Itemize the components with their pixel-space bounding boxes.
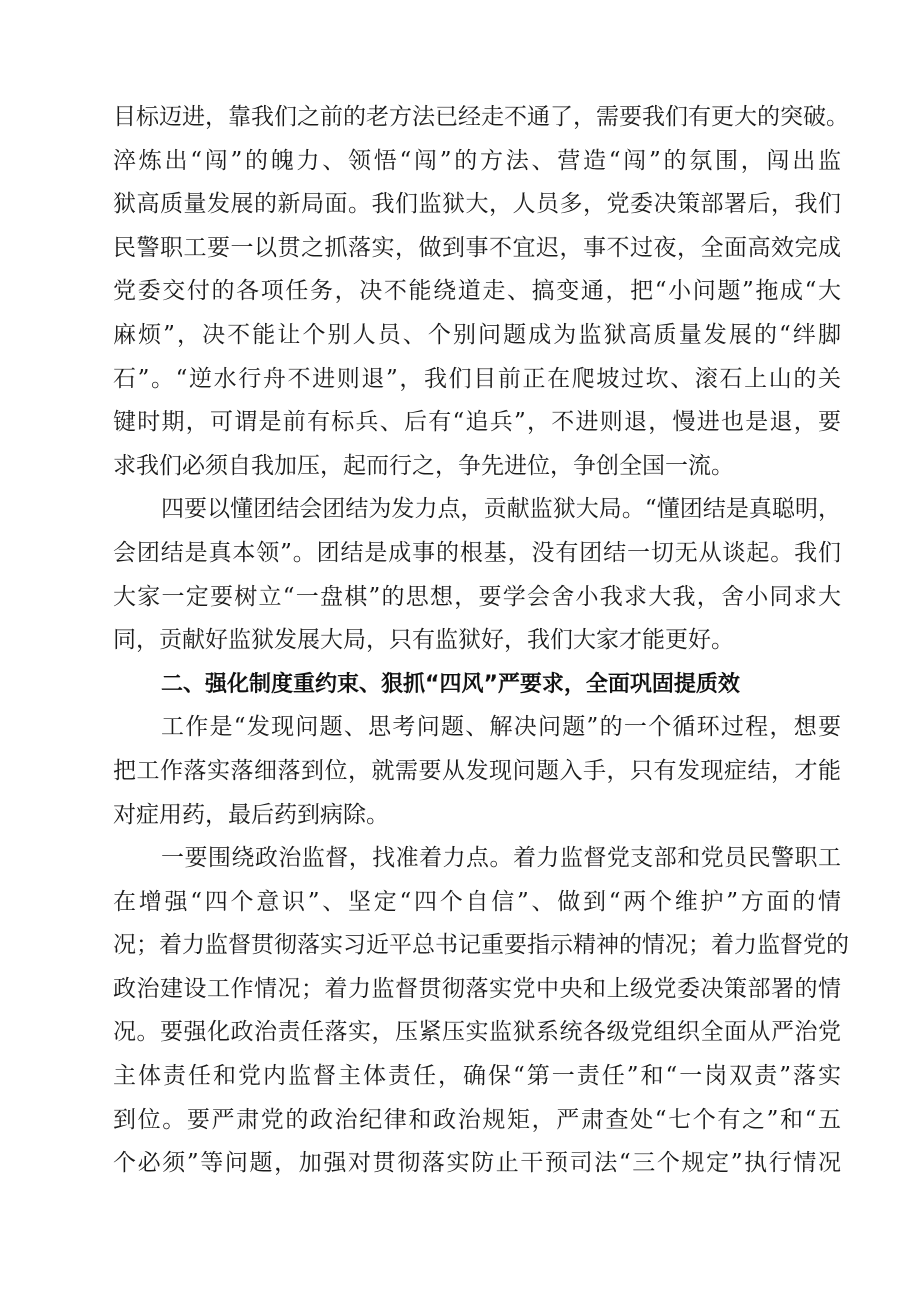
text-line: 键时期，可谓是前有标兵、后有“追兵”，不进则退，慢进也是退，要 xyxy=(113,409,841,436)
text-line: 个必须”等问题，加强对贯彻落实防止干预司法“三个规定”执行情况 xyxy=(113,1150,841,1177)
text-line: 狱高质量发展的新局面。我们监狱大，人员多，党委决策部署后，我们 xyxy=(113,191,841,218)
text-line: 求我们必须自我加压，起而行之，争先进位，争创全国一流。 xyxy=(113,452,734,479)
text-line: 大家一定要树立“一盘棋”的思想，要学会舍小我求大我，舍小同求大 xyxy=(113,583,841,610)
text-line: 把工作落实落细落到位，就需要从发现问题入手，只有发现症结，才能 xyxy=(113,757,841,784)
text-line: 四要以懂团结会团结为发力点，贡献监狱大局。“懂团结是真聪明， xyxy=(161,496,841,523)
text-line: 同，贡献好监狱发展大局，只有监狱好，我们大家才能更好。 xyxy=(113,627,734,654)
document-body xyxy=(113,96,849,1186)
text-line: 麻烦”，决不能让个别人员、个别问题成为监狱高质量发展的“绊脚 xyxy=(113,321,841,348)
text-line: 况。要强化政治责任落实，压紧压实监狱系统各级党组织全面从严治党 xyxy=(113,1019,841,1046)
text-line: 况；着力监督贯彻落实习近平总书记重要指示精神的情况；着力监督党的 xyxy=(113,932,849,959)
text-line: 对症用药，最后药到病除。 xyxy=(113,801,389,828)
text-line: 会团结是真本领”。团结是成事的根基，没有团结一切无从谈起。我们 xyxy=(113,539,841,566)
text-line: 一要围绕政治监督，找准着力点。着力监督党支部和党员民警职工 xyxy=(161,845,841,872)
paragraph-1 xyxy=(113,96,849,488)
text-line: 工作是“发现问题、思考问题、解决问题”的一个循环过程，想要 xyxy=(161,714,841,741)
paragraph-2 xyxy=(113,488,841,662)
text-line: 目标迈进，靠我们之前的老方法已经走不通了，需要我们有更大的突破。 xyxy=(113,104,849,130)
text-line: 石”。“逆水行舟不进则退”，我们目前正在爬坡过坎、滚石上山的关 xyxy=(113,365,841,392)
text-line: 在增强“四个意识”、坚定“四个自信”、做到“两个维护”方面的情 xyxy=(113,888,841,915)
text-line: 民警职工要一以贯之抓落实，做到事不宜迟，事不过夜，全面高效完成 xyxy=(113,234,841,261)
paragraph-4 xyxy=(113,837,849,1186)
section-heading: 二、强化制度重约束、狠抓“四风”严要求，全面巩固提质效 xyxy=(161,671,740,697)
text-line: 主体责任和党内监督主体责任，确保“第一责任”和“一岗双责”落实 xyxy=(113,1063,841,1090)
text-line: 到位。要严肃党的政治纪律和政治规矩，严肃查处“七个有之”和“五 xyxy=(113,1106,841,1133)
paragraph-3 xyxy=(113,706,841,837)
text-line: 淬炼出“闯”的魄力、领悟“闯”的方法、营造“闯”的氛围，闯出监 xyxy=(113,147,841,174)
text-line: 政治建设工作情况；着力监督贯彻落实党中央和上级党委决策部署的情 xyxy=(113,975,841,1002)
text-line: 党委交付的各项任务，决不能绕道走、搞变通，把“小问题”拖成“大 xyxy=(113,278,841,305)
